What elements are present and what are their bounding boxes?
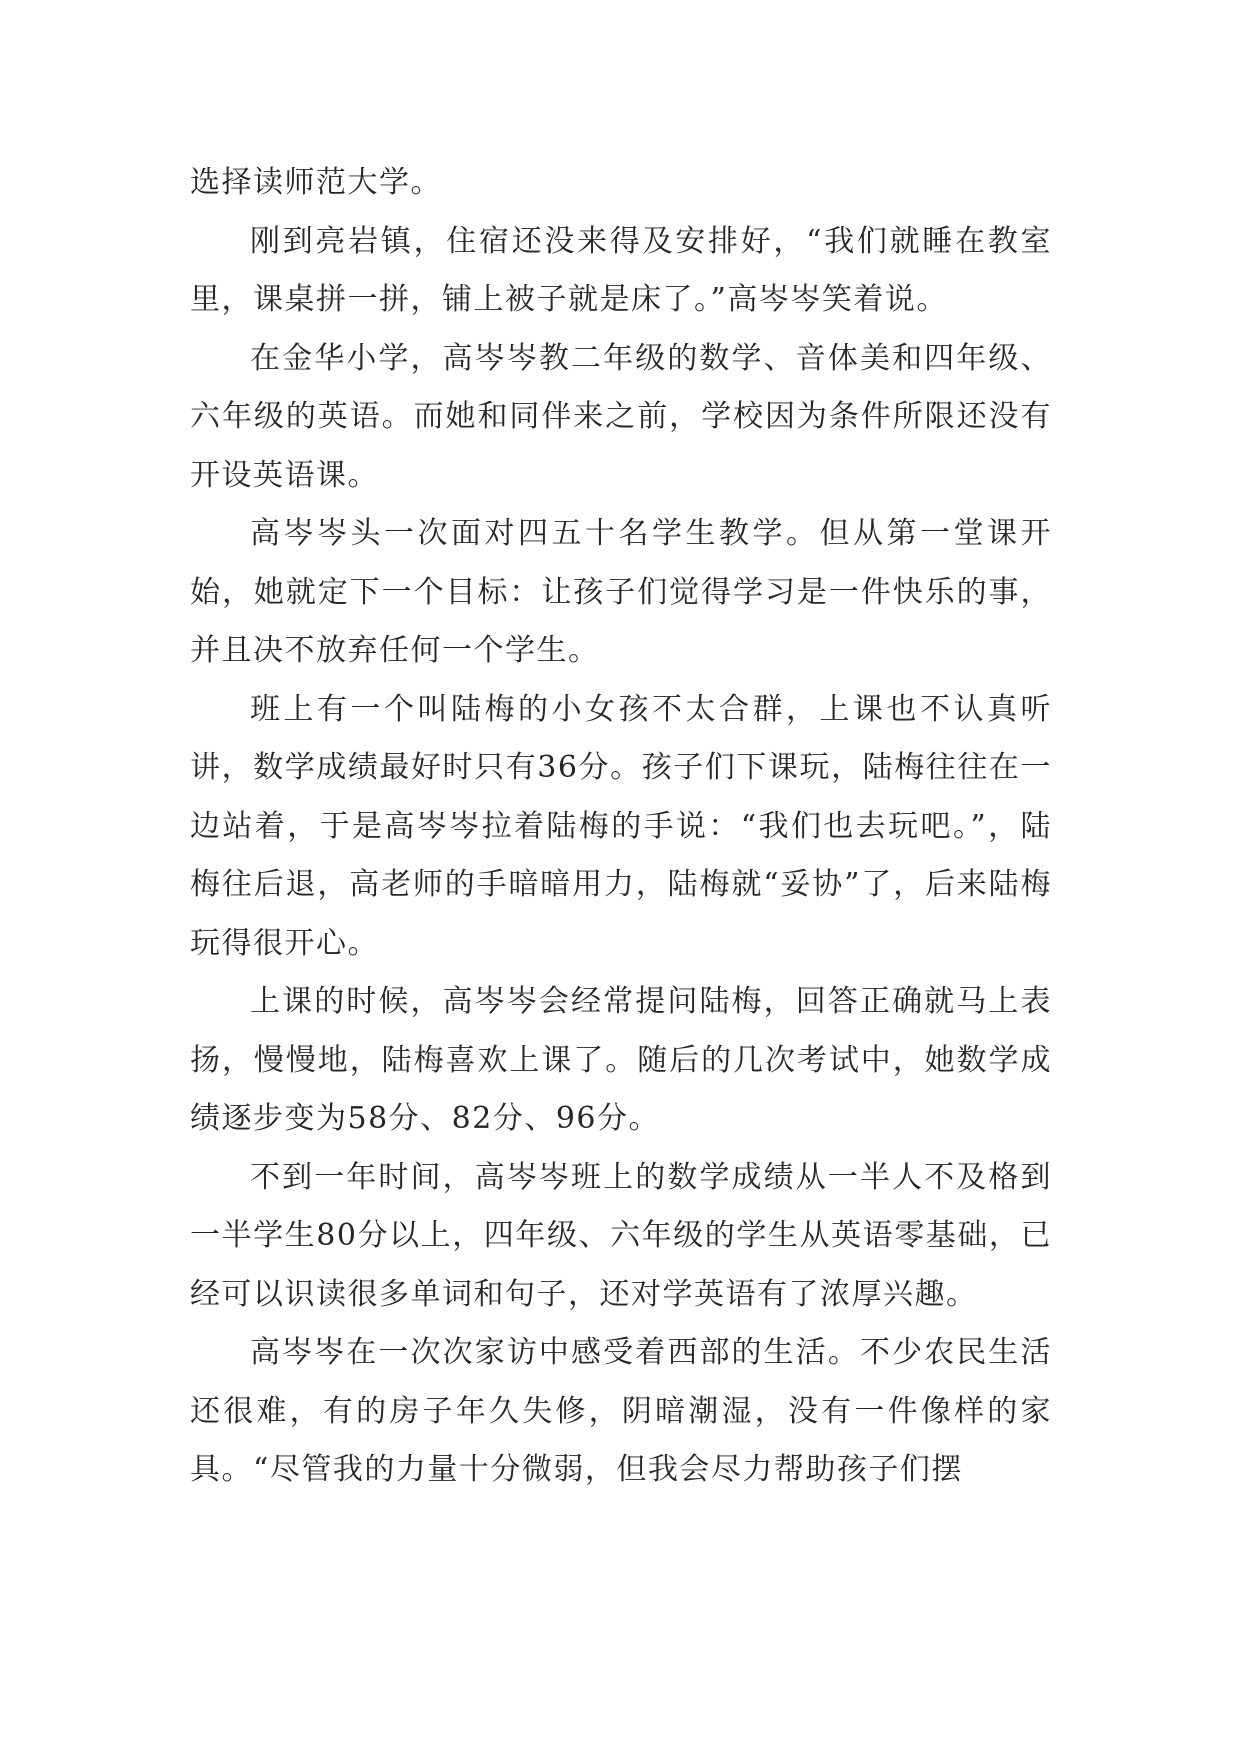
paragraph: 在金华小学，高岑岑教二年级的数学、音体美和四年级、六年级的英语。而她和同伴来之前，学校因为条件所限还没有开设英语课。	[190, 340, 1052, 493]
paragraph: 选择读师范大学。	[190, 165, 442, 200]
paragraph: 上课的时候，高岑岑会经常提问陆梅，回答正确就马上表扬，慢慢地，陆梅喜欢上课了。随后的几次考试中，她数学成绩逐步变为58分、82分、96分。	[190, 984, 1052, 1136]
paragraph: 高岑岑在一次次家访中感受着西部的生活。不少农民生活还很难，有的房子年久失修，阴暗潮湿，没有一件像样的家具。“尽管我的力量十分微弱，但我会尽力帮助孩子们摆	[190, 1335, 1052, 1487]
article-body	[190, 154, 1052, 1500]
paragraph: 刚到亮岩镇，住宿还没来得及安排好，“我们就睡在教室里，课桌拼一拼，铺上被子就是床了。”高岑岑笑着说。	[190, 223, 1052, 317]
paragraph: 班上有一个叫陆梅的小女孩不太合群，上课也不认真听讲，数学成绩最好时只有36分。孩子们下课玩，陆梅往往在一边站着，于是高岑岑拉着陆梅的手说：“我们也去玩吧。”，陆梅往后退，高老师的手暗暗用力，陆梅就“妥协”了，后来陆梅玩得很开心。	[190, 691, 1052, 961]
paragraph: 不到一年时间，高岑岑班上的数学成绩从一半人不及格到一半学生80分以上，四年级、六年级的学生从英语零基础，已经可以识读很多单词和句子，还对学英语有了浓厚兴趣。	[190, 1159, 1052, 1312]
paragraph: 高岑岑头一次面对四五十名学生教学。但从第一堂课开始，她就定下一个目标：让孩子们觉得学习是一件快乐的事，并且决不放弃任何一个学生。	[190, 516, 1052, 668]
